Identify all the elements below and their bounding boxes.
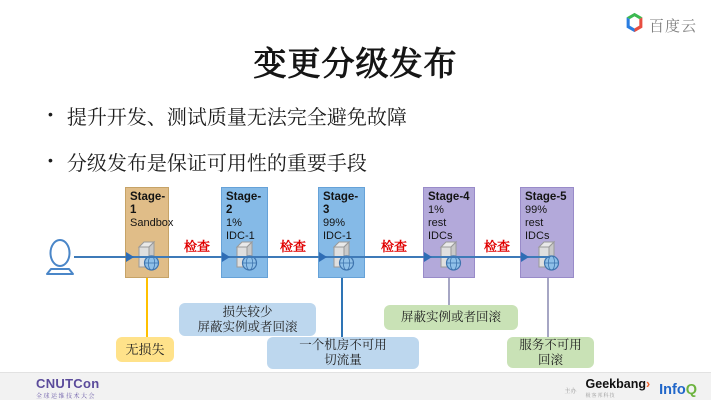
- bullet-text: 分级发布是保证可用性的重要手段: [66, 153, 367, 175]
- callout-idc-unavailable: [267, 337, 419, 369]
- stage-detail: 1%: [428, 204, 444, 216]
- stage-name: Stage-5: [525, 191, 567, 203]
- server-icon: [231, 240, 259, 276]
- stage-name: Stage-4: [428, 191, 470, 203]
- stage-box-1: [125, 187, 174, 278]
- callout-text: 无损失: [125, 342, 165, 357]
- callout-text: 损失较少: [222, 304, 273, 319]
- callout-text: 回滚: [537, 352, 563, 367]
- footer-bar: [0, 372, 711, 400]
- cnutcon-name: CNUTCon: [36, 376, 100, 391]
- stage-box-2: [221, 187, 268, 278]
- server-icon: [133, 240, 161, 276]
- stage-name: Stage-1: [130, 191, 166, 216]
- baidu-cloud-label: 百度云: [648, 17, 697, 35]
- baidu-cloud-logo: [624, 12, 697, 38]
- geekbang-subtitle: 极客邦科技: [585, 393, 616, 399]
- footer-logos: [565, 378, 698, 400]
- bullet-marker: •: [48, 106, 53, 122]
- baidu-cloud-icon: [624, 12, 645, 38]
- arrow-icon: [222, 252, 230, 262]
- slide-title: 变更分级发布: [253, 45, 458, 82]
- connector-stage1-to-callout: [146, 278, 148, 337]
- stage-name: Stage-3: [323, 191, 359, 216]
- stage-detail: IDC-1: [226, 230, 255, 242]
- geekbang-arrow-icon: ›: [645, 377, 651, 391]
- stage-detail: 99%: [525, 204, 548, 216]
- arrow-icon: [126, 252, 134, 262]
- check-label: 检查: [279, 239, 306, 254]
- check-label: 检查: [183, 239, 210, 254]
- callout-text: 服务不可用: [519, 337, 582, 352]
- bullet-item: [48, 101, 407, 130]
- stage-detail: 99%: [323, 217, 346, 229]
- callout-text: 屏蔽实例或者回滚: [197, 319, 298, 334]
- callout-service-unavailable: [507, 337, 594, 368]
- geekbang-text: bang: [616, 377, 646, 391]
- callout-text: 切流量: [324, 353, 362, 367]
- callout-mask-or-rollback: [384, 305, 518, 330]
- infoq-logo: [659, 382, 697, 398]
- bullet-list: [48, 101, 407, 193]
- stage-detail: Sandbox: [130, 217, 174, 229]
- server-icon: [435, 240, 463, 276]
- bullet-marker: •: [48, 152, 53, 168]
- user-icon: [42, 238, 78, 285]
- stage-box-3: [318, 187, 365, 278]
- stage-detail: 1%: [226, 217, 242, 229]
- callout-text: 一个机房不可用: [299, 338, 387, 352]
- cnutcon-logo: [36, 376, 99, 400]
- server-icon: [533, 240, 561, 276]
- stage-detail: rest IDCs: [428, 217, 453, 242]
- check-label: 检查: [380, 239, 407, 254]
- stage-box-5: [520, 187, 574, 278]
- arrow-icon: [319, 252, 327, 262]
- stage-name: Stage-2: [226, 191, 262, 216]
- check-label: 检查: [483, 239, 510, 254]
- host-label: 主办: [564, 388, 577, 395]
- stage-detail: rest IDCs: [525, 217, 550, 242]
- stage-box-4: [423, 187, 475, 278]
- callout-no-loss: [116, 337, 174, 362]
- connector-stage5-to-callout: [547, 278, 549, 337]
- infoq-text: Info: [659, 382, 686, 398]
- bullet-item: [48, 147, 407, 176]
- stage-detail: IDC-1: [323, 230, 352, 242]
- flow-line: [74, 256, 550, 258]
- geekbang-logo: [586, 378, 651, 400]
- bullet-text: 提升开发、测试质量无法完全避免故障: [66, 107, 407, 129]
- connector-stage3-to-callout: [341, 278, 343, 337]
- arrow-icon: [424, 252, 432, 262]
- callout-text: 屏蔽实例或者回滚: [400, 310, 501, 324]
- cnutcon-tagline: 全球运维技术大会: [36, 394, 97, 400]
- geekbang-text: Geek: [585, 377, 617, 391]
- arrow-icon: [521, 252, 529, 262]
- callout-small-loss: [179, 303, 316, 336]
- infoq-text: Q: [685, 382, 697, 398]
- server-icon: [328, 240, 356, 276]
- connector-stage4-to-callout: [448, 278, 450, 306]
